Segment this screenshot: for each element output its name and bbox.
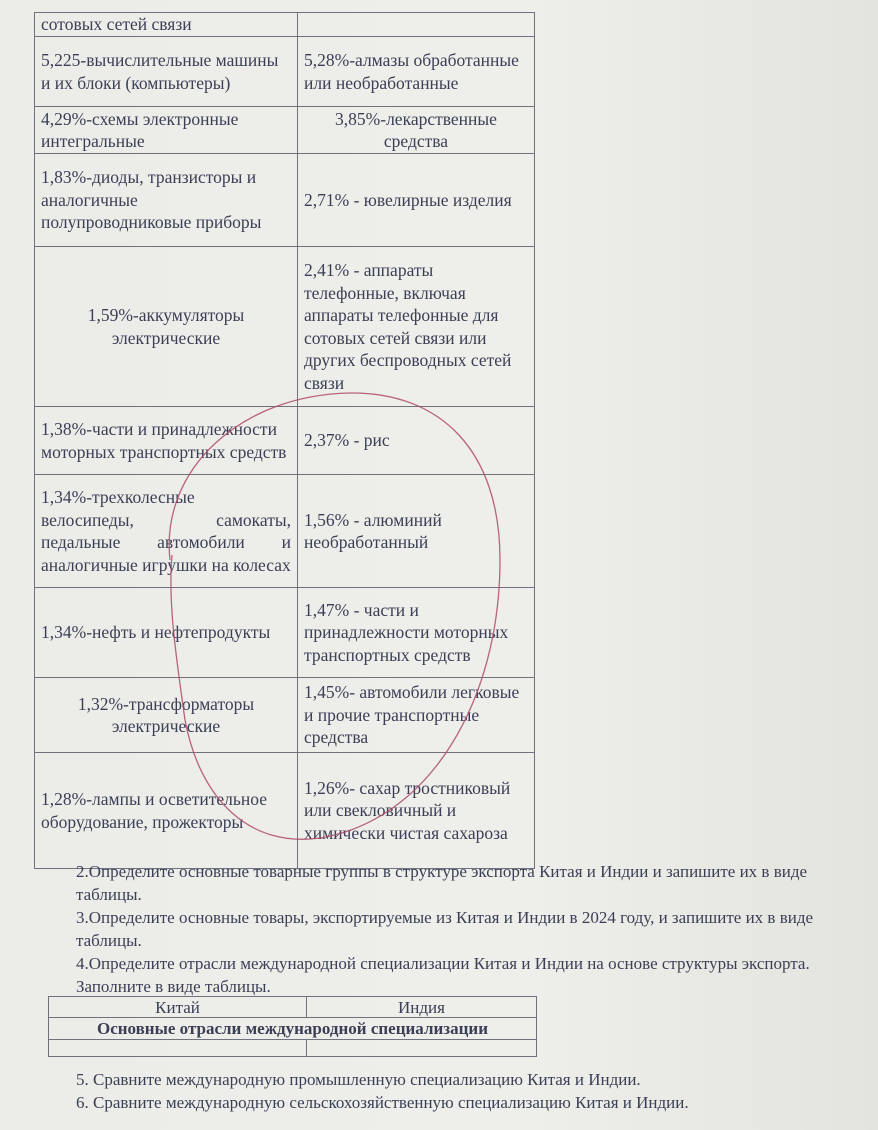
table-cell: 5,225-вычислительные машины и их блоки (компьютеры): [35, 37, 298, 107]
table-cell: 1,59%-аккумуляторы электрические: [35, 247, 298, 407]
table-header-china: Китай: [49, 997, 307, 1018]
question-2: 2.Определите основные товарные группы в структуре экспорта Китая и Индии и запишите их в виде таблицы.: [76, 862, 808, 904]
table-cell: сотовых сетей связи: [35, 13, 298, 37]
table-cell: 1,34%-трехколесные велосипеды, самокаты, педальные автомобили и аналогичные игрушки на колесах: [35, 475, 298, 588]
table-row: [35, 247, 535, 407]
specialization-table: [48, 996, 537, 1057]
export-table: [34, 12, 535, 869]
table-cell: 3,85%-лекарственные средства: [298, 107, 535, 154]
table-cell: 1,47% - части и принадлежности моторных транспортных средств: [298, 588, 535, 678]
table-row: [35, 588, 535, 678]
table-merged-header: Основные отрасли международной специализации: [49, 1018, 537, 1040]
table-cell: 1,28%-лампы и осветительное оборудование, прожекторы: [35, 753, 298, 869]
table-cell: 2,71% - ювелирные изделия: [298, 154, 535, 247]
table-row: [35, 37, 535, 107]
question-4: 4.Определите отрасли международной специализации Китая и Индии на основе структуры экспорта. Заполните в виде таблицы.: [76, 954, 810, 996]
table-cell: 1,45%- автомобили легковые и прочие транспортные средства: [298, 678, 535, 753]
table-cell: 4,29%-схемы электронные интегральные: [35, 107, 298, 154]
question-5: 5. Сравните международную промышленную специализацию Китая и Индии.: [76, 1070, 641, 1089]
table-row: [35, 154, 535, 247]
table-row: [49, 1040, 537, 1057]
table-row: [49, 1018, 537, 1040]
table-cell: 1,83%-диоды, транзисторы и аналогичные полупроводниковые приборы: [35, 154, 298, 247]
table-row: [35, 753, 535, 869]
question-6: 6. Сравните международную сельскохозяйственную специализацию Китая и Индии.: [76, 1093, 689, 1112]
table-cell: [298, 13, 535, 37]
questions-block: [76, 860, 856, 998]
table-cell: 5,28%-алмазы обработанные или необработанные: [298, 37, 535, 107]
table-cell: 1,32%-трансформаторы электрические: [35, 678, 298, 753]
table-cell[interactable]: [49, 1040, 307, 1057]
table-row: [35, 407, 535, 475]
table-cell: 2,37% - рис: [298, 407, 535, 475]
table-row: [35, 678, 535, 753]
table-cell: 1,26%- сахар тростниковый или свекловичный и химически чистая сахароза: [298, 753, 535, 869]
table-row: [35, 107, 535, 154]
table-cell: 2,41% - аппараты телефонные, включая аппараты телефонные для сотовых сетей связи или других беспроводных сетей связи: [298, 247, 535, 407]
table-header-india: Индия: [307, 997, 537, 1018]
table-cell: 1,38%-части и принадлежности моторных транспортных средств: [35, 407, 298, 475]
table-cell[interactable]: [307, 1040, 537, 1057]
bottom-questions: [76, 1068, 856, 1114]
table-cell: 1,34%-нефть и нефтепродукты: [35, 588, 298, 678]
table-row: [35, 13, 535, 37]
table-row: [35, 475, 535, 588]
table-cell: 1,56% - алюминий необработанный: [298, 475, 535, 588]
question-3: 3.Определите основные товары, экспортируемые из Китая и Индии в 2024 году, и запишите их в виде таблицы.: [76, 908, 814, 950]
table-row: [49, 997, 537, 1018]
